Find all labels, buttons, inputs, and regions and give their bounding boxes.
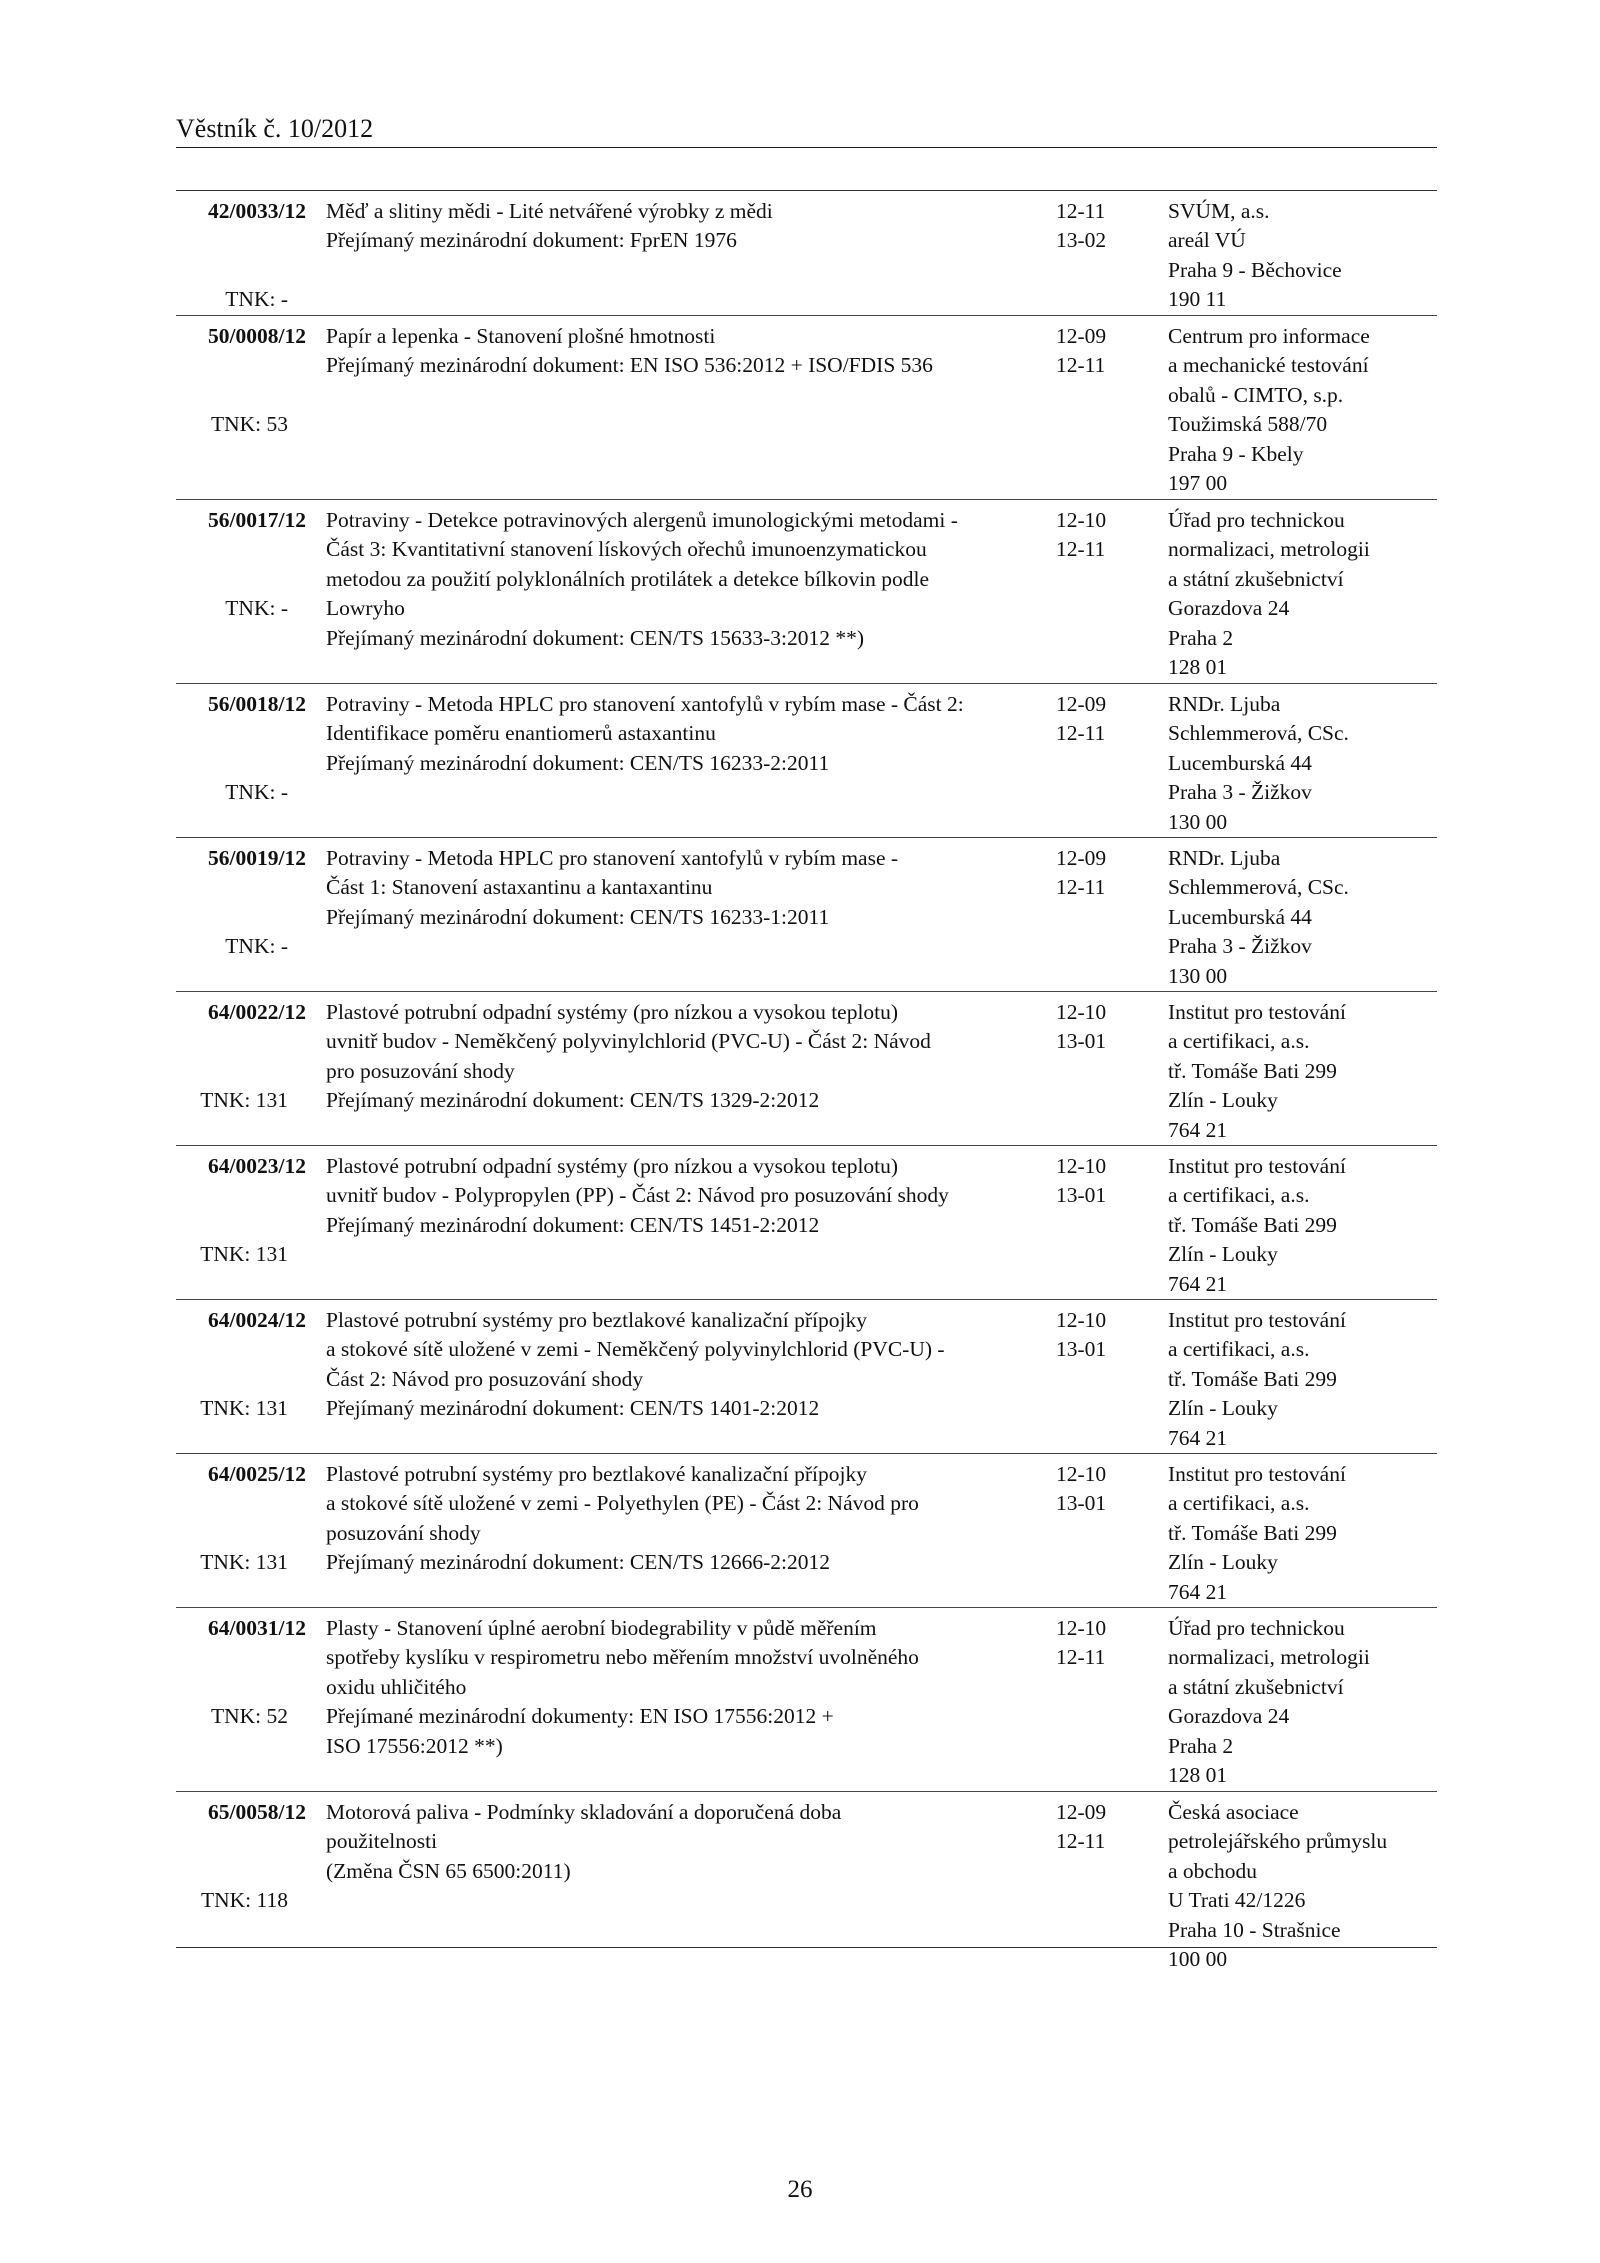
table-row <box>176 191 1437 315</box>
header-divider <box>176 147 1437 148</box>
entry-address-line: a certifikaci, a.s. <box>1168 1491 1310 1516</box>
table-row <box>176 1607 1437 1791</box>
entry-address-line: a certifikaci, a.s. <box>1168 1029 1310 1054</box>
entry-date: 13-01 <box>1056 1029 1107 1054</box>
entry-title-line: Přejímaný mezinárodní dokument: CEN/TS 1401-2:2012 <box>326 1396 820 1421</box>
entry-processor-address <box>1168 1152 1437 1299</box>
entry-id: 56/0017/12 <box>208 508 306 532</box>
entry-title-line: Lowryho <box>326 596 405 621</box>
entry-id: 64/0024/12 <box>208 1308 306 1332</box>
entry-address-line: Institut pro testování <box>1168 1462 1346 1486</box>
entry-address-line: 130 00 <box>1168 809 1228 834</box>
entry-dates <box>1056 1460 1146 1519</box>
entry-title-line: pro posuzování shody <box>326 1058 515 1083</box>
entry-address-line: SVÚM, a.s. <box>1168 199 1270 223</box>
entry-date: 12-10 <box>1056 508 1107 532</box>
entry-address-line: Úřad pro technickou <box>1168 508 1345 532</box>
entry-dates <box>1056 690 1146 749</box>
entry-processor-address <box>1168 1460 1437 1607</box>
entry-processor-address <box>1168 506 1437 682</box>
entry-processor-address <box>1168 1306 1437 1453</box>
entry-address-line: Praha 3 - Žižkov <box>1168 934 1312 959</box>
entry-date: 12-10 <box>1056 1616 1107 1640</box>
entry-dates <box>1056 1152 1146 1211</box>
entry-address-line: Praha 9 - Kbely <box>1168 441 1304 466</box>
entry-title-line: Motorová paliva - Podmínky skladování a doporučená doba <box>326 1800 842 1824</box>
entry-date: 12-09 <box>1056 692 1107 716</box>
entry-address-line: tř. Tomáše Bati 299 <box>1168 1212 1337 1237</box>
entry-date: 12-11 <box>1056 199 1106 223</box>
entry-title-line: použitelnosti <box>326 1829 438 1854</box>
entry-id: 64/0022/12 <box>208 1000 306 1024</box>
entry-title-line: Přejímaný mezinárodní dokument: EN ISO 536:2012 + ISO/FDIS 536 <box>326 353 933 378</box>
entry-address-line: Praha 10 - Strašnice <box>1168 1917 1341 1942</box>
entry-date: 12-11 <box>1056 353 1106 378</box>
entry-date: 12-10 <box>1056 1000 1107 1024</box>
entry-address-line: Úřad pro technickou <box>1168 1616 1345 1640</box>
entry-dates <box>1056 506 1146 565</box>
entry-address-line: Praha 3 - Žižkov <box>1168 780 1312 805</box>
entry-title-line: Část 3: Kvantitativní stanovení lískových ořechů imunoenzymatickou <box>326 537 927 562</box>
entry-date: 13-02 <box>1056 228 1107 253</box>
entry-address-line: 130 00 <box>1168 963 1228 988</box>
entry-processor-address <box>1168 690 1437 837</box>
entry-address-line: Institut pro testování <box>1168 1000 1346 1024</box>
entry-address-line: 190 11 <box>1168 287 1227 312</box>
entry-title-line: Část 1: Stanovení astaxantinu a kantaxantinu <box>326 875 713 900</box>
entry-title-line: Měď a slitiny mědi - Lité netvářené výrobky z mědi <box>326 199 773 223</box>
entry-date: 12-10 <box>1056 1462 1107 1486</box>
entry-title-line: Přejímaný mezinárodní dokument: CEN/TS 1329-2:2012 <box>326 1088 820 1113</box>
table-row <box>176 1791 1437 1972</box>
entry-address-line: Gorazdova 24 <box>1168 1704 1290 1729</box>
entry-address-line: Česká asociace <box>1168 1800 1299 1824</box>
entry-address-line: Praha 2 <box>1168 1733 1234 1758</box>
entry-address-line: Zlín - Louky <box>1168 1242 1278 1267</box>
entry-title-line: a stokové sítě uložené v zemi - Polyethylen (PE) - Část 2: Návod pro <box>326 1491 919 1516</box>
entry-date: 12-09 <box>1056 1800 1107 1824</box>
entry-title-line: Plasty - Stanovení úplné aerobní biodegrability v půdě měřením <box>326 1616 877 1640</box>
entry-date: 12-11 <box>1056 875 1106 900</box>
entry-date: 13-01 <box>1056 1337 1107 1362</box>
entry-title-line: spotřeby kyslíku v respirometru nebo měřením množství uvolněného <box>326 1645 919 1670</box>
entry-address-line: Gorazdova 24 <box>1168 596 1290 621</box>
entry-title-line: Přejímaný mezinárodní dokument: CEN/TS 15633-3:2012 **) <box>326 625 865 650</box>
entry-title-line: Přejímaný mezinárodní dokument: CEN/TS 12666-2:2012 <box>326 1550 830 1575</box>
entry-title-line: ISO 17556:2012 **) <box>326 1733 503 1758</box>
entry-address-line: a certifikaci, a.s. <box>1168 1183 1310 1208</box>
entry-address-line: U Trati 42/1226 <box>1168 1888 1306 1913</box>
entry-processor-address <box>1168 322 1437 498</box>
entry-tnk: TNK: - <box>225 287 288 312</box>
entry-address-line: Zlín - Louky <box>1168 1396 1278 1421</box>
entry-address-line: normalizaci, metrologii <box>1168 537 1370 562</box>
entry-tnk: TNK: 131 <box>200 1242 288 1267</box>
entry-tnk: TNK: - <box>225 934 288 959</box>
entry-title-line: Plastové potrubní systémy pro beztlakové kanalizační přípojky <box>326 1308 867 1332</box>
entry-title-line: Přejímaný mezinárodní dokument: CEN/TS 16233-1:2011 <box>326 904 830 929</box>
entry-title-line: Plastové potrubní odpadní systémy (pro nízkou a vysokou teplotu) <box>326 1154 899 1178</box>
entry-address-line: Toužimská 588/70 <box>1168 412 1328 437</box>
entry-tnk: TNK: - <box>225 780 288 805</box>
entry-title-line: Potraviny - Metoda HPLC pro stanovení xantofylů v rybím mase - <box>326 846 899 870</box>
table-row <box>176 1453 1437 1607</box>
entry-title-line: Přejímaný mezinárodní dokument: FprEN 1976 <box>326 228 737 253</box>
entry-title-line: Papír a lepenka - Stanovení plošné hmotnosti <box>326 324 716 348</box>
entry-processor-address <box>1168 197 1437 315</box>
entry-address-line: Praha 2 <box>1168 625 1234 650</box>
entry-address-line: Zlín - Louky <box>1168 1088 1278 1113</box>
entry-date: 12-09 <box>1056 324 1107 348</box>
entry-address-line: 128 01 <box>1168 1763 1228 1788</box>
entry-tnk: TNK: 131 <box>200 1088 288 1113</box>
entry-address-line: normalizaci, metrologii <box>1168 1645 1370 1670</box>
entry-title-line: (Změna ČSN 65 6500:2011) <box>326 1858 571 1883</box>
entry-address-line: a mechanické testování <box>1168 353 1369 378</box>
entry-address-line: Lucemburská 44 <box>1168 750 1312 775</box>
entry-date: 12-09 <box>1056 846 1107 870</box>
entry-date: 12-11 <box>1056 721 1106 746</box>
entry-dates <box>1056 197 1146 256</box>
table-row <box>176 1145 1437 1299</box>
entry-id: 56/0018/12 <box>208 692 306 716</box>
entry-address-line: a certifikaci, a.s. <box>1168 1337 1310 1362</box>
entry-address-line: 764 21 <box>1168 1579 1228 1604</box>
entry-address-line: areál VÚ <box>1168 228 1246 253</box>
entry-processor-address <box>1168 1798 1437 1974</box>
entry-id: 56/0019/12 <box>208 846 306 870</box>
table-row <box>176 837 1437 991</box>
entry-date: 13-01 <box>1056 1491 1107 1516</box>
entry-tnk: TNK: - <box>225 596 288 621</box>
entry-address-line: 764 21 <box>1168 1117 1228 1142</box>
entry-date: 12-11 <box>1056 1829 1106 1854</box>
entry-address-line: a obchodu <box>1168 1858 1257 1883</box>
entry-tnk: TNK: 52 <box>210 1704 288 1729</box>
entry-dates <box>1056 1306 1146 1365</box>
entry-title-line: uvnitř budov - Neměkčený polyvinylchlorid (PVC-U) - Část 2: Návod <box>326 1029 931 1054</box>
table-row <box>176 315 1437 499</box>
entry-address-line: Schlemmerová, CSc. <box>1168 721 1349 746</box>
entry-address-line: 764 21 <box>1168 1425 1228 1450</box>
entry-title-line: Potraviny - Detekce potravinových alergenů imunologickými metodami - <box>326 508 958 532</box>
table-row <box>176 1299 1437 1453</box>
entry-dates <box>1056 844 1146 903</box>
entry-title-line: Identifikace poměru enantiomerů astaxantinu <box>326 721 716 746</box>
entry-tnk: TNK: 118 <box>201 1888 288 1913</box>
entry-title-line: Přejímané mezinárodní dokumenty: EN ISO 17556:2012 + <box>326 1704 834 1729</box>
entry-address-line: a státní zkušebnictví <box>1168 1674 1344 1699</box>
entry-title-line: a stokové sítě uložené v zemi - Neměkčený polyvinylchlorid (PVC-U) - <box>326 1337 945 1362</box>
entry-dates <box>1056 1798 1146 1857</box>
entry-title-line: metodou za použití polyklonálních protilátek a detekce bílkovin podle <box>326 566 930 591</box>
entry-dates <box>1056 1614 1146 1673</box>
entry-address-line: 100 00 <box>1168 1947 1228 1972</box>
entry-address-line: RNDr. Ljuba <box>1168 692 1281 716</box>
entry-title-line: Část 2: Návod pro posuzování shody <box>326 1366 644 1391</box>
table-row <box>176 991 1437 1145</box>
entry-processor-address <box>1168 1614 1437 1790</box>
table-row <box>176 683 1437 837</box>
table-row <box>176 499 1437 683</box>
entry-date: 12-10 <box>1056 1308 1107 1332</box>
entry-address-line: a státní zkušebnictví <box>1168 566 1344 591</box>
entry-title-line: Přejímaný mezinárodní dokument: CEN/TS 1451-2:2012 <box>326 1212 820 1237</box>
entry-title-line: Přejímaný mezinárodní dokument: CEN/TS 16233-2:2011 <box>326 750 830 775</box>
entry-date: 13-01 <box>1056 1183 1107 1208</box>
entry-title-line: Plastové potrubní systémy pro beztlakové kanalizační přípojky <box>326 1462 867 1486</box>
entry-processor-address <box>1168 998 1437 1145</box>
entry-address-line: Lucemburská 44 <box>1168 904 1312 929</box>
entry-id: 50/0008/12 <box>208 324 306 348</box>
entry-address-line: RNDr. Ljuba <box>1168 846 1281 870</box>
entry-title-line: posuzování shody <box>326 1520 481 1545</box>
entry-address-line: Schlemmerová, CSc. <box>1168 875 1349 900</box>
entry-processor-address <box>1168 844 1437 991</box>
entry-tnk: TNK: 131 <box>200 1396 288 1421</box>
entry-address-line: tř. Tomáše Bati 299 <box>1168 1058 1337 1083</box>
entry-dates <box>1056 998 1146 1057</box>
entry-address-line: Praha 9 - Běchovice <box>1168 257 1342 282</box>
entry-title-line: oxidu uhličitého <box>326 1674 467 1699</box>
entry-address-line: petrolejářského průmyslu <box>1168 1829 1388 1854</box>
entry-dates <box>1056 322 1146 381</box>
entry-address-line: 197 00 <box>1168 471 1228 496</box>
entry-date: 12-11 <box>1056 1645 1106 1670</box>
entry-address-line: Zlín - Louky <box>1168 1550 1278 1575</box>
entry-address-line: tř. Tomáše Bati 299 <box>1168 1520 1337 1545</box>
standards-table <box>176 190 1437 1972</box>
entry-title-line: Potraviny - Metoda HPLC pro stanovení xantofylů v rybím mase - Část 2: <box>326 692 964 716</box>
entry-id: 64/0023/12 <box>208 1154 306 1178</box>
entry-tnk: TNK: 131 <box>200 1550 288 1575</box>
entry-id: 42/0033/12 <box>208 199 306 223</box>
page-number: 26 <box>787 2176 813 2203</box>
entry-address-line: Institut pro testování <box>1168 1308 1346 1332</box>
entry-title-line: uvnitř budov - Polypropylen (PP) - Část 2: Návod pro posuzování shody <box>326 1183 949 1208</box>
entry-address-line: Centrum pro informace <box>1168 324 1370 348</box>
entry-address-line: 128 01 <box>1168 655 1228 680</box>
entry-address-line: 764 21 <box>1168 1271 1228 1296</box>
entry-id: 65/0058/12 <box>208 1800 306 1824</box>
entry-date: 12-10 <box>1056 1154 1107 1178</box>
page-header-title: Věstník č. 10/2012 <box>176 114 374 143</box>
entry-id: 64/0025/12 <box>208 1462 306 1486</box>
entry-date: 12-11 <box>1056 537 1106 562</box>
entry-id: 64/0031/12 <box>208 1616 306 1640</box>
entry-title-line: Plastové potrubní odpadní systémy (pro nízkou a vysokou teplotu) <box>326 1000 899 1024</box>
entry-address-line: Institut pro testování <box>1168 1154 1346 1178</box>
entry-tnk: TNK: 53 <box>210 412 288 437</box>
entry-address-line: obalů - CIMTO, s.p. <box>1168 382 1344 407</box>
entry-address-line: tř. Tomáše Bati 299 <box>1168 1366 1337 1391</box>
